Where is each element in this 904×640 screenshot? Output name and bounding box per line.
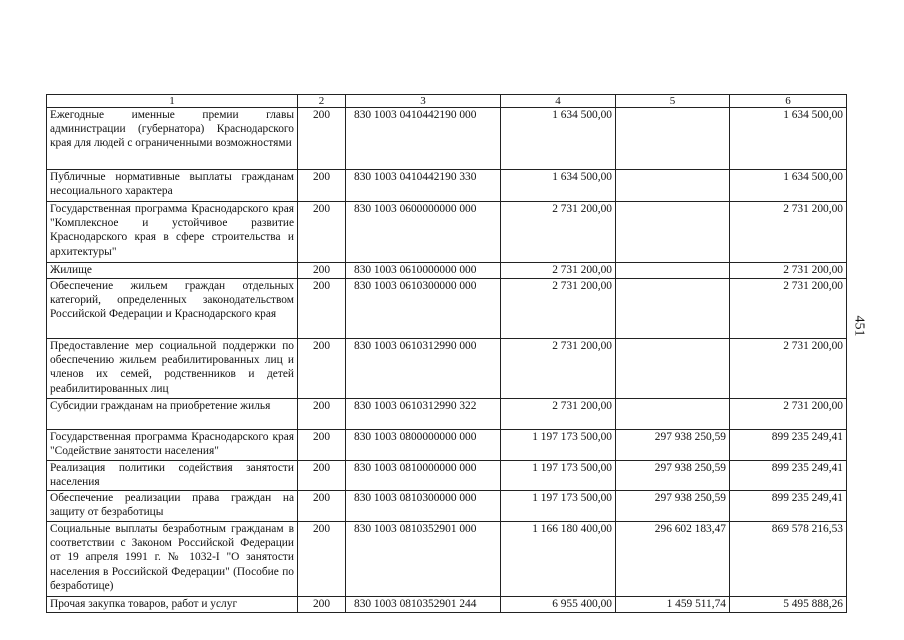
row-col4: 2 731 200,00 xyxy=(501,263,616,279)
row-col4: 1 197 173 500,00 xyxy=(501,491,616,522)
table-row xyxy=(47,202,847,263)
row-code: 830 1003 0810352901 000 xyxy=(346,522,501,597)
row-col4: 1 634 500,00 xyxy=(501,170,616,202)
row-col2: 200 xyxy=(298,399,346,430)
row-name: Реализация политики содействия занятости населения xyxy=(47,461,298,491)
row-code: 830 1003 0810000000 000 xyxy=(346,461,501,491)
table-row xyxy=(47,491,847,522)
row-col4: 1 197 173 500,00 xyxy=(501,461,616,491)
header-cell: 2 xyxy=(298,95,346,108)
row-col2: 200 xyxy=(298,170,346,202)
row-code: 830 1003 0410442190 330 xyxy=(346,170,501,202)
row-name: Обеспечение реализации права граждан на защиту от безработицы xyxy=(47,491,298,522)
row-col6: 899 235 249,41 xyxy=(730,461,847,491)
table-row xyxy=(47,170,847,202)
table-row xyxy=(47,597,847,613)
row-col6: 1 634 500,00 xyxy=(730,170,847,202)
row-col4: 1 634 500,00 xyxy=(501,108,616,170)
row-col2: 200 xyxy=(298,597,346,613)
budget-table-container xyxy=(46,94,847,613)
row-col5 xyxy=(616,279,730,339)
row-col2: 200 xyxy=(298,491,346,522)
row-name: Ежегодные именные премии главы администрации (губернатора) Краснодарского края для людей с ограниченными возможностями xyxy=(47,108,298,170)
row-col4: 1 197 173 500,00 xyxy=(501,430,616,461)
row-col5 xyxy=(616,339,730,399)
table-row xyxy=(47,279,847,339)
row-name: Публичные нормативные выплаты гражданам несоциального характера xyxy=(47,170,298,202)
row-code: 830 1003 0600000000 000 xyxy=(346,202,501,263)
row-col2: 200 xyxy=(298,279,346,339)
row-code: 830 1003 0800000000 000 xyxy=(346,430,501,461)
row-col2: 200 xyxy=(298,339,346,399)
row-col5: 297 938 250,59 xyxy=(616,461,730,491)
row-col5 xyxy=(616,170,730,202)
row-col5: 297 938 250,59 xyxy=(616,430,730,461)
row-name: Государственная программа Краснодарского края "Комплексное и устойчивое развитие Краснодарского края в сфере строительства и архитектуры" xyxy=(47,202,298,263)
row-col2: 200 xyxy=(298,263,346,279)
page-number: 451 xyxy=(851,315,867,337)
table-row xyxy=(47,461,847,491)
row-col2: 200 xyxy=(298,430,346,461)
row-code: 830 1003 0810300000 000 xyxy=(346,491,501,522)
row-col5: 297 938 250,59 xyxy=(616,491,730,522)
row-code: 830 1003 0610000000 000 xyxy=(346,263,501,279)
row-name: Прочая закупка товаров, работ и услуг xyxy=(47,597,298,613)
row-col2: 200 xyxy=(298,202,346,263)
row-col6: 2 731 200,00 xyxy=(730,399,847,430)
table-row xyxy=(47,108,847,170)
row-col4: 2 731 200,00 xyxy=(501,202,616,263)
row-code: 830 1003 0610312990 000 xyxy=(346,339,501,399)
header-cell: 4 xyxy=(501,95,616,108)
row-col2: 200 xyxy=(298,461,346,491)
row-col5: 1 459 511,74 xyxy=(616,597,730,613)
row-name: Жилище xyxy=(47,263,298,279)
table-row xyxy=(47,339,847,399)
row-col4: 2 731 200,00 xyxy=(501,279,616,339)
row-col6: 869 578 216,53 xyxy=(730,522,847,597)
table-row xyxy=(47,263,847,279)
row-code: 830 1003 0810352901 244 xyxy=(346,597,501,613)
row-col2: 200 xyxy=(298,108,346,170)
row-col6: 2 731 200,00 xyxy=(730,339,847,399)
table-row xyxy=(47,430,847,461)
row-name: Предоставление мер социальной поддержки по обеспечению жильем реабилитированных лиц и членов их семей, родственников и детей реабилитированных лиц xyxy=(47,339,298,399)
row-code: 830 1003 0610312990 322 xyxy=(346,399,501,430)
row-col5 xyxy=(616,263,730,279)
row-col5 xyxy=(616,108,730,170)
row-col4: 1 166 180 400,00 xyxy=(501,522,616,597)
row-col2: 200 xyxy=(298,522,346,597)
row-col6: 899 235 249,41 xyxy=(730,491,847,522)
table-row xyxy=(47,399,847,430)
row-name: Государственная программа Краснодарского края "Содействие занятости населения" xyxy=(47,430,298,461)
row-col4: 2 731 200,00 xyxy=(501,399,616,430)
row-name: Субсидии гражданам на приобретение жилья xyxy=(47,399,298,430)
header-cell: 6 xyxy=(730,95,847,108)
row-col5 xyxy=(616,399,730,430)
budget-table xyxy=(46,94,847,613)
row-name: Социальные выплаты безработным гражданам в соответствии с Законом Российской Федерации от 19 апреля 1991 г. № 1032-I "О занятости населения в Российской Федерации" (Пособие по безработице) xyxy=(47,522,298,597)
row-col6: 899 235 249,41 xyxy=(730,430,847,461)
row-code: 830 1003 0410442190 000 xyxy=(346,108,501,170)
row-name: Обеспечение жильем граждан отдельных категорий, определенных законодательством Российской Федерации и Краснодарского края xyxy=(47,279,298,339)
row-col6: 1 634 500,00 xyxy=(730,108,847,170)
row-col4: 6 955 400,00 xyxy=(501,597,616,613)
row-code: 830 1003 0610300000 000 xyxy=(346,279,501,339)
row-col5 xyxy=(616,202,730,263)
row-col6: 2 731 200,00 xyxy=(730,263,847,279)
row-col6: 5 495 888,26 xyxy=(730,597,847,613)
row-col6: 2 731 200,00 xyxy=(730,202,847,263)
row-col5: 296 602 183,47 xyxy=(616,522,730,597)
row-col6: 2 731 200,00 xyxy=(730,279,847,339)
row-col4: 2 731 200,00 xyxy=(501,339,616,399)
header-cell: 3 xyxy=(346,95,501,108)
header-cell: 1 xyxy=(47,95,298,108)
header-cell: 5 xyxy=(616,95,730,108)
table-row xyxy=(47,522,847,597)
table-header-row xyxy=(47,95,847,108)
